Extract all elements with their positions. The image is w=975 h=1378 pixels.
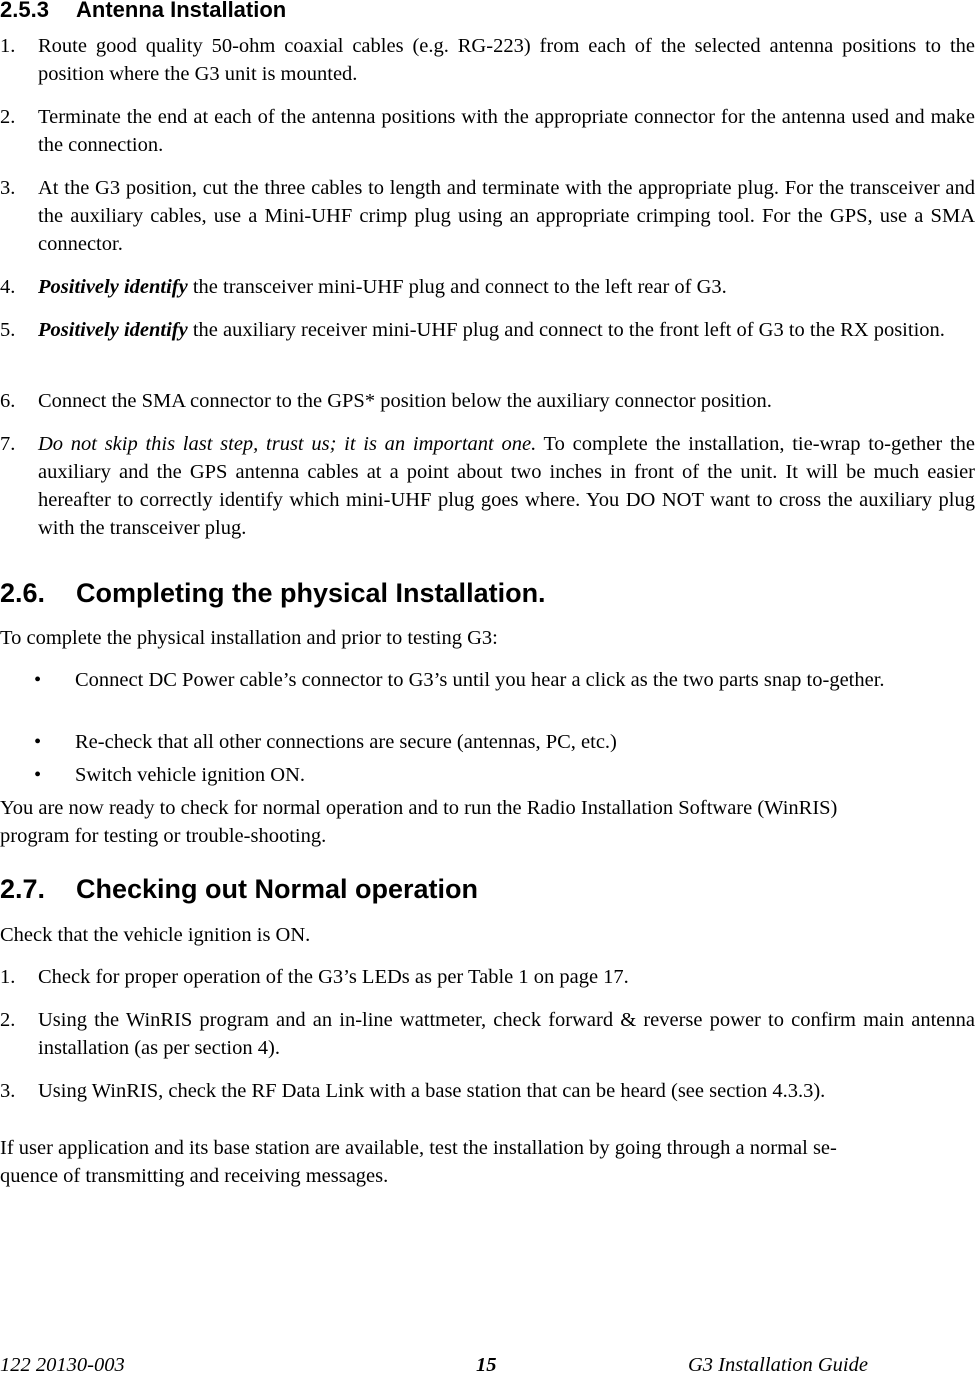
emphasis: Positively identify <box>38 276 188 298</box>
list-item: 3. At the G3 position, cut the three cables to length and terminate with the appropriate plug. For the transceiver and the auxiliary cables, use a Mini-UHF crimp plug using an appropriate crimping tool. For the GPS, use a SMA connector. <box>0 177 975 255</box>
list-item: 2. Terminate the end at each of the antenna positions with the appropriate connector for the antenna used and make the connection. <box>0 106 975 156</box>
list-item: 3. Using WinRIS, check the RF Data Link with a base station that can be heard (see section 4.3.3). <box>0 1080 826 1102</box>
closing-line1: If user application and its base station are available, test the installation by going through a normal se- <box>0 1137 837 1159</box>
section-27-intro: Check that the vehicle ignition is ON. <box>0 924 311 946</box>
footer-page-number: 15 <box>476 1354 497 1376</box>
section-number: 2.5.3 <box>0 0 49 22</box>
footer-doc-number: 122 20130-003 <box>0 1354 125 1376</box>
italic-note: Do not skip this last step, trust us; it is an important one. <box>38 433 537 455</box>
section-26-outro-line2: program for testing or trouble-shooting. <box>0 825 327 847</box>
list-item: 2. Using the WinRIS program and an in-line wattmeter, check forward & reverse power to confirm main antenna installation (as per section 4). <box>0 1009 975 1059</box>
section-26-heading: 2.6. Completing the physical Installation. <box>0 578 546 608</box>
closing-line2: quence of transmitting and receiving messages. <box>0 1165 389 1187</box>
bullet-item: • Switch vehicle ignition ON. <box>34 764 306 786</box>
bullet-item: • Connect DC Power cable’s connector to G3’s until you hear a click as the two parts snap to-gether. <box>34 669 885 691</box>
section-26-intro: To complete the physical installation and prior to testing G3: <box>0 627 498 649</box>
bullet-item: • Re-check that all other connections are secure (antennas, PC, etc.) <box>34 731 617 753</box>
list-item: 1. Check for proper operation of the G3’s LEDs as per Table 1 on page 17. <box>0 966 629 988</box>
list-item: 6. Connect the SMA connector to the GPS* position below the auxiliary connector position. <box>0 390 772 412</box>
footer-doc-title: G3 Installation Guide <box>688 1354 868 1376</box>
section-26-outro-line1: You are now ready to check for normal operation and to run the Radio Installation Software (WinRIS) <box>0 797 838 819</box>
section-title: Antenna Installation <box>76 0 287 22</box>
section-27-heading: 2.7. Checking out Normal operation <box>0 874 479 904</box>
emphasis: Positively identify <box>38 319 188 341</box>
list-item: 1. Route good quality 50-ohm coaxial cables (e.g. RG-223) from each of the selected antenna positions to the position where the G3 unit is mounted. <box>0 35 975 85</box>
list-item: 4. Positively identify the transceiver mini-UHF plug and connect to the left rear of G3. <box>0 276 727 298</box>
list-item: 7. Do not skip this last step, trust us; it is an important one. To complete the installation, tie-wrap to-gether the auxiliary and the GPS antenna cables at a point about two inches in front of the unit. It will be much easier hereafter to correctly identify which mini-UHF plug goes where. You DO NOT want to cross the auxiliary plug with the transceiver plug. <box>0 433 975 539</box>
list-item: 5. Positively identify the auxiliary receiver mini-UHF plug and connect to the front left of G3 to the RX position. <box>0 319 945 341</box>
section-253-heading <box>0 0 286 24</box>
